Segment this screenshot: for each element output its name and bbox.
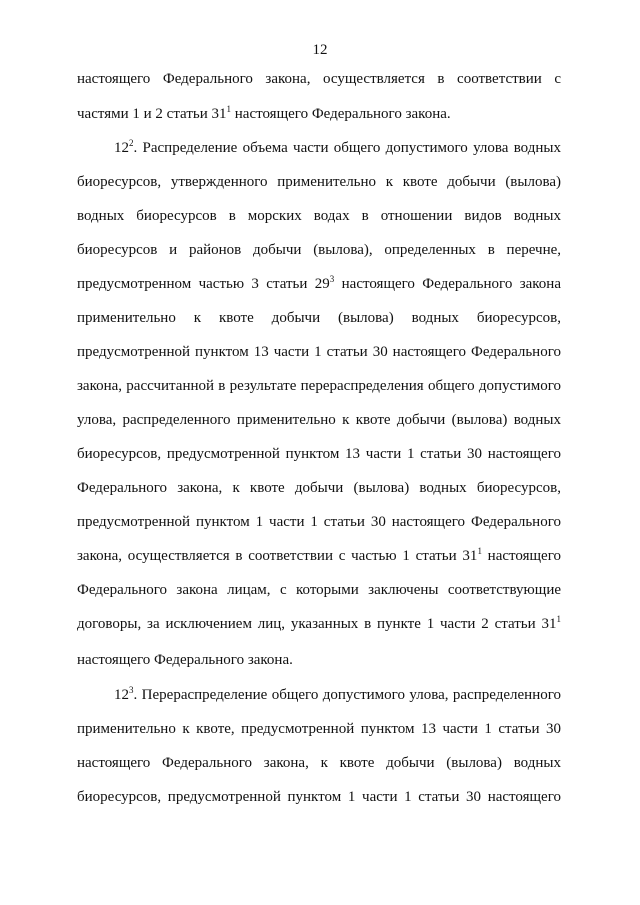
- text-line: [77, 614, 561, 634]
- text-segment: предусмотренном частью 3 статьи 29: [77, 276, 330, 292]
- text-line: [77, 274, 561, 294]
- text-segment: настоящего Федерального закона.: [231, 106, 451, 122]
- text-segment: . Распределение объема части общего допустимого улова водных: [133, 140, 561, 156]
- text-line: настоящего Федерального закона.: [77, 652, 293, 668]
- paragraph-start-12-2: [114, 138, 561, 158]
- text-line: [77, 546, 561, 566]
- text-segment: частями 1 и 2 статьи 31: [77, 106, 227, 122]
- text-line: биоресурсов и районов добычи (вылова), определенных в перечне,: [77, 242, 561, 258]
- text-line: биоресурсов, предусмотренной пунктом 1 части 1 статьи 30 настоящего: [77, 789, 561, 805]
- page-number: 12: [312, 42, 328, 58]
- paragraph-start-12-3: [114, 685, 561, 705]
- text-line: улова, распределенного применительно к квоте добычи (вылова) водных: [77, 412, 561, 428]
- superscript: 1: [226, 104, 232, 114]
- text-line: настоящего Федерального закона, к квоте добычи (вылова) водных: [77, 755, 561, 771]
- text-segment: закона, осуществляется в соответствии с частью 1 статьи 31: [77, 548, 478, 564]
- text-line: Федерального закона лицам, с которыми заключены соответствующие: [77, 582, 561, 598]
- text-segment: . Перераспределение общего допустимого улова, распределенного: [133, 687, 561, 703]
- text-segment: договоры, за исключением лиц, указанных в пункте 1 части 2 статьи 31: [77, 616, 557, 632]
- text-line: закона, рассчитанной в результате перераспределения общего допустимого: [77, 378, 561, 394]
- superscript: 3: [329, 274, 335, 284]
- text-line: применительно к квоте, предусмотренной пунктом 13 части 1 статьи 30: [77, 721, 561, 737]
- text-segment: настоящего: [481, 548, 561, 564]
- superscript: 1: [477, 546, 482, 556]
- text-line: [77, 104, 561, 124]
- text-line: применительно к квоте добычи (вылова) водных биоресурсов,: [77, 310, 561, 326]
- paragraph-number: 12: [114, 140, 129, 156]
- text-segment: настоящего Федерального закона: [334, 276, 561, 292]
- text-line: предусмотренной пунктом 13 части 1 статьи 30 настоящего Федерального: [77, 344, 561, 360]
- paragraph-number: 12: [114, 687, 129, 703]
- text-line: биоресурсов, предусмотренной пунктом 13 части 1 статьи 30 настоящего: [77, 446, 561, 462]
- text-line: водных биоресурсов в морских водах в отношении видов водных: [77, 208, 561, 224]
- text-line: настоящего Федерального закона, осуществляется в соответствии с: [77, 71, 561, 87]
- text-line: предусмотренной пунктом 1 части 1 статьи 30 настоящего Федерального: [77, 514, 561, 530]
- superscript: 2: [129, 138, 134, 148]
- superscript: 1: [556, 614, 561, 624]
- text-line: биоресурсов, утвержденного применительно к квоте добычи (вылова): [77, 174, 561, 190]
- superscript: 3: [129, 685, 134, 695]
- text-line: Федерального закона, к квоте добычи (вылова) водных биоресурсов,: [77, 480, 561, 496]
